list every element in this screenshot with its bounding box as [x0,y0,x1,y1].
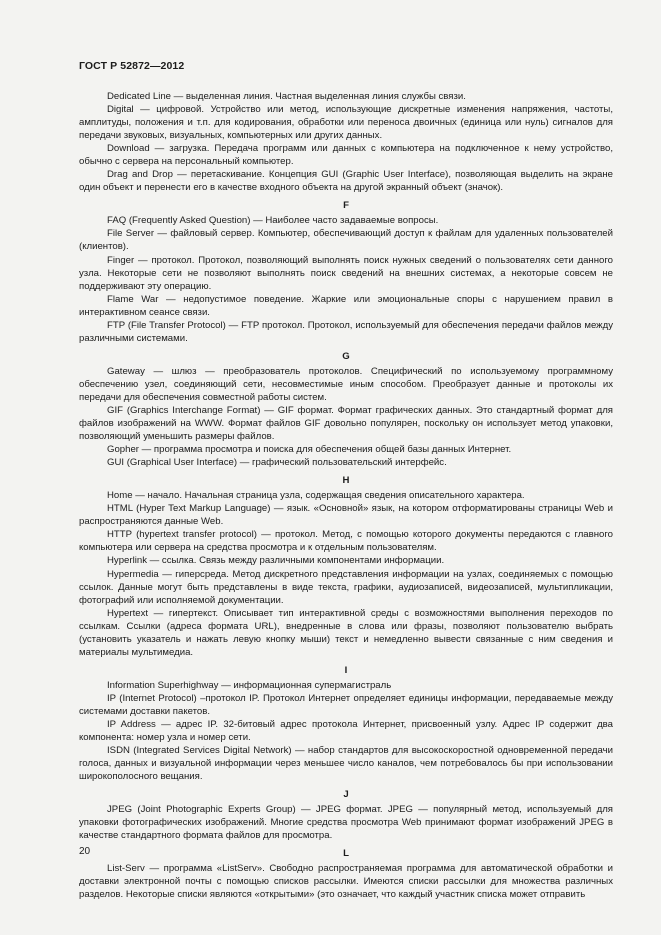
section-letter-heading: I [344,664,348,676]
glossary-entry: JPEG (Joint Photographic Experts Group) — JPEG формат. JPEG — популярный метод, используемый для упаковки фотографических изображений. Многие средства просмотра Web принимают формат изображений JPEG в качестве стандартного формата файлов для просмотра. [79,804,613,842]
glossary-entry: Gateway — шлюз — преобразователь протоколов. Специфический по используемому программному обеспечению узел, соединяющий сети, несовместимые иным способом. Преобразует данные и протоколы их передачи для обеспечения совместной работы систем. [79,365,613,403]
glossary-entry: Gopher — программа просмотра и поиска для обеспечения общей базы данных Интернет. [107,444,512,456]
glossary-entry: File Server — файловый сервер. Компьютер, обеспечивающий доступ к файлам для удаленных пользователей (клиентов). [79,228,613,253]
document-code-header: ГОСТ Р 52872—2012 [79,60,185,72]
glossary-body [79,90,613,901]
glossary-entry: GIF (Graphics Interchange Format) — GIF формат. Формат графических данных. Это стандартный формат для файлов изображений на WWW. Формат файлов GIF довольно популярен, поскольку он использует метод упаковки, позволяющий уменьшить размеры файлов. [79,404,613,443]
page-number: 20 [79,846,91,857]
glossary-entry: HTTP (hypertext transfer protocol) — протокол. Метод, с помощью которого документы передаются с главного компьютера или сервера на средства просмотра и к отдельным пользователям. [79,529,613,554]
glossary-entry: GUI (Graphical User Interface) — графический пользовательский интерфейс. [107,457,447,469]
glossary-entry: FAQ (Frequently Asked Question) — Наиболее часто задаваемые вопросы. [107,215,439,227]
section-letter-heading: G [342,350,350,362]
glossary-entry: Home — начало. Начальная страница узла, содержащая сведения описательного характера. [107,490,525,502]
section-letter-heading: F [343,200,349,212]
glossary-entry: Drag and Drop — перетаскивание. Концепция GUI (Graphic User Interface), позволяющая выделить на экране один объект и перенести его в качестве входного объекта на другой экранный объект (значок). [79,169,613,194]
glossary-entry: FTP (File Transfer Protocol) — FTP протокол. Протокол, используемый для обеспечения передачи файлов между различными системами. [79,319,613,344]
glossary-entry: HTML (Hyper Text Markup Language) — язык. «Основной» язык, на котором отформатированы страницы Web и распространяются данные Web. [79,503,613,528]
glossary-entry: Hypermedia — гиперсреда. Метод дискретного представления информации на узлах, соединяемых с помощью ссылок. Данные могут быть представлены в виде текста, графики, аудиозаписей, видеозаписей, мультипликации, фотографий или исполняемой документации. [79,568,613,606]
section-letter-heading: H [342,475,350,487]
glossary-entry: ISDN (Integrated Services Digital Network) — набор стандартов для высокоскоростной одновременной передачи голоса, данных и визуальной информации через меньшее число каналов, чем потребовалось бы при использовании широкополосного вещания. [79,745,613,783]
glossary-entry: Hypertext — гипертекст. Описывает тип интерактивной среды с возможностями выполнения переходов по ссылкам. Ссылки (адреса формата URL), внедренные в слова или фразы, позволяют пользователю выбрать (установить указатель и нажать левую кнопку мыши) текст и немедленно вывести связанные с ним сведения и материалы мультимедиа. [79,607,613,658]
glossary-entry: List-Serv — программа «ListServ». Свободно распространяемая программа для автоматической обработки и доставки электронной почты с помощью списков рассылки. Имеются списки рассылки для множества различных разделов. Некоторые списки являются «открытыми» (это означает, что каждый участник списка может отправить [79,863,613,901]
glossary-entry: Hyperlink — ссылка. Связь между различными компонентами информации. [107,555,445,567]
glossary-entry: Flame War — недопустимое поведение. Жаркие или эмоциональные споры с нарушением правил в интерактивном сеансе связи. [79,293,613,318]
glossary-entry: Digital — цифровой. Устройство или метод, использующие дискретные изменения напряжения, частоты, амплитуды, положения и т.п. для кодирования, обработки или переноса двоичных (единица или нуль) сигналов для передачи звуковых, визуальных, компьютерных или других данных. [79,104,613,142]
glossary-entry: Information Superhighway — информационная супермагистраль [107,679,392,691]
section-letter-heading: L [343,848,349,860]
glossary-entry: Download — загрузка. Передача программ или данных с компьютера на подключенное к нему устройство, обычно с сервера на персональный компьютер. [79,143,613,168]
glossary-entry: Dedicated Line — выделенная линия. Частная выделенная линия службы связи. [107,91,466,102]
glossary-entry: Finger — протокол. Протокол, позволяющий выполнять поиск нужных сведений о пользователях сети данного узла. Некоторые сети не позволяют выполнять поиск сведений на внешних системах, а некоторые совсем не поддерживают эту операцию. [79,254,613,292]
section-letter-heading: J [343,789,349,801]
glossary-entry: IP (Internet Protocol) –протокол IP. Протокол Интернет определяет единицы информации, передаваемые между системами доставки пакетов. [79,692,613,717]
glossary-entry: IP Address — адрес IP. 32-битовый адрес протокола Интернет, присвоенный узлу. Адрес IP содержит два компонента: номер узла и номер сети. [79,718,613,744]
